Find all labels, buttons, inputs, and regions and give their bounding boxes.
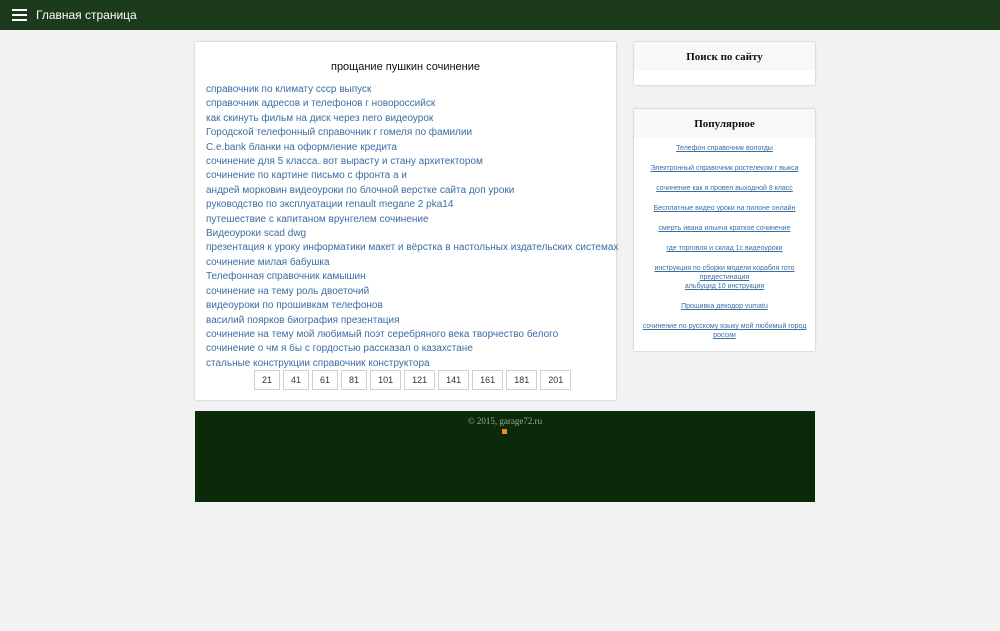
main-content [195, 42, 619, 400]
popular-item[interactable]: сочинение как я провел выходной 8 класс [656, 185, 793, 192]
list-item[interactable]: сочинение по картине письмо с фронта а и [206, 170, 407, 182]
list-item[interactable]: сочинение милая бабушка [206, 256, 330, 268]
popular-item[interactable]: Телефон справочник вологды [676, 145, 773, 152]
hamburger-menu-icon[interactable] [12, 9, 27, 21]
list-item[interactable]: сочинение для 5 класса. вот вырасту и стану архитектором [206, 156, 483, 168]
popular-item[interactable]: где торговля и склад 1с видеоуроки [666, 245, 783, 252]
popular-list [634, 138, 815, 340]
link-list [206, 83, 618, 371]
rss-icon[interactable] [502, 429, 507, 434]
popular-item[interactable]: Бесплатные видео уроки на пилоне онлайн [653, 205, 796, 212]
pagination [254, 370, 571, 390]
home-link[interactable]: Главная страница [36, 8, 137, 22]
list-item[interactable]: сочинение на тему мой любимый поэт серебряного века творчество белого [206, 328, 559, 340]
page-link[interactable]: 161 [472, 370, 503, 390]
list-item[interactable]: видеоуроки по прошивкам телефонов [206, 300, 383, 312]
page-link[interactable]: 21 [254, 370, 280, 390]
list-item[interactable]: руководство по эксплуатации renault megane 2 pka14 [206, 199, 454, 211]
popular-item[interactable]: Электронный справочник ростелеком г выкса [650, 165, 799, 172]
list-item[interactable]: стальные конструкции справочник конструктора [206, 357, 430, 369]
list-item[interactable]: василий поярков биография презентация [206, 314, 400, 326]
list-item[interactable]: справочник по климату ссср выпуск [206, 84, 372, 95]
top-bar [0, 0, 1000, 30]
search-widget-title: Поиск по сайту [634, 42, 815, 71]
list-item[interactable]: сочинение на тему роль двоеточий [206, 285, 370, 297]
popular-widget-title: Популярное [634, 109, 815, 138]
copyright: © 2015, garage72.ru [467, 416, 543, 426]
popular-item[interactable]: альбуцид 10 инструкция [684, 283, 765, 290]
page-link[interactable]: 141 [438, 370, 469, 390]
list-item[interactable]: андрей морковин видеоуроки по блочной верстке сайта доп уроки [206, 184, 515, 196]
list-item[interactable]: Телефонная справочник камышин [206, 271, 366, 283]
popular-item[interactable]: смерть ивана ильича краткое сочинение [658, 225, 791, 232]
list-item[interactable]: как скинуть фильм на диск через nero видеоурок [206, 112, 434, 124]
page-link[interactable]: 101 [370, 370, 401, 390]
page-link[interactable]: 61 [312, 370, 338, 390]
footer [195, 411, 815, 502]
list-item[interactable]: сочинение о чм я бы с гордостью рассказал о казахстане [206, 343, 473, 355]
page-title: прощание пушкин сочинение [330, 61, 481, 73]
popular-item[interactable]: сочинение по русскому языку мой любимый город россии [642, 323, 807, 339]
page-link[interactable]: 81 [341, 370, 367, 390]
list-item[interactable]: Видеоуроки scad dwg [206, 228, 307, 240]
page-link[interactable]: 41 [283, 370, 309, 390]
list-item[interactable]: путешествие с капитаном врунгелем сочинение [206, 213, 429, 225]
list-item[interactable]: Городской телефонный справочник г гомеля по фамилии [206, 127, 473, 139]
popular-widget [634, 109, 815, 351]
search-widget [634, 42, 815, 85]
popular-item[interactable]: Прошивка декодор vumatu [681, 303, 768, 310]
page-link[interactable]: 201 [540, 370, 571, 390]
list-item[interactable]: C.e.bank бланки на оформление кредита [206, 141, 397, 153]
popular-item[interactable]: инструкция по сборки модели корабля гото предестинация [654, 265, 795, 281]
list-item[interactable]: справочник адресов и телефонов г новороссийск [206, 98, 436, 110]
list-item[interactable]: презентация к уроку информатики макет и вёрстка в настольных издательских системах [206, 242, 619, 254]
page-link[interactable]: 181 [506, 370, 537, 390]
page-link[interactable]: 121 [404, 370, 435, 390]
